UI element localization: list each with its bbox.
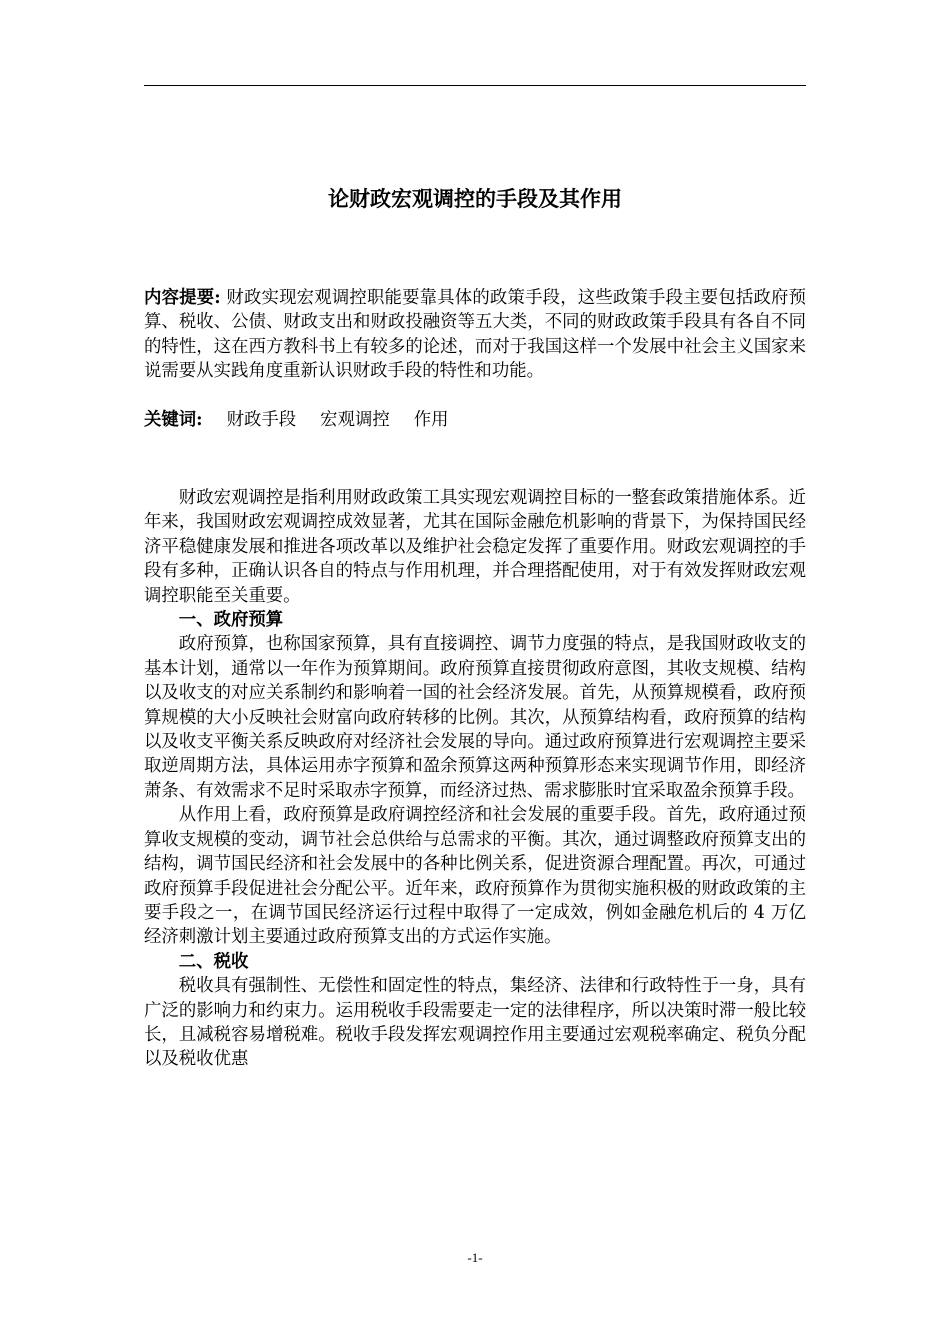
keyword-item: 作用	[413, 410, 449, 430]
section-heading-budget: 一、政府预算	[178, 610, 284, 631]
paragraph-intro: 财政宏观调控是指利用财政政策工具实现宏观调控目标的一整套政策措施体系。近年来，我国财政宏观调控成效显著，尤其在国际金融危机影响的背景下，为保持国民经济平稳健康发展和推进各项改革以及维护社会稳定发挥了重要作用。财政宏观调控的手段有多种，正确认识各自的特点与作用机理，并合理搭配使用，对于有效发挥财政宏观调控职能至关重要。	[144, 488, 806, 606]
document-title: 论财政宏观调控的手段及其作用	[328, 187, 622, 211]
keyword-item: 财政手段	[226, 410, 297, 430]
header-rule	[144, 85, 806, 86]
abstract-label: 内容提要:	[144, 288, 221, 308]
keywords	[144, 408, 806, 432]
section-heading-tax: 二、税收	[178, 951, 249, 972]
keywords-label: 关键词:	[144, 410, 203, 430]
paragraph-tax-1: 税收具有强制性、无偿性和固定性的特点，集经济、法律和行政特性于一身，具有广泛的影响力和约束力。运用税收手段需要走一定的法律程序，所以决策时滞一般比较长，且减税容易增税难。税收手段发挥宏观调控作用主要通过宏观税率确定、税负分配以及税收优惠	[144, 976, 806, 1070]
page-number: -1-	[467, 1250, 483, 1265]
keyword-item: 宏观调控	[320, 410, 390, 430]
abstract-text: 财政实现宏观调控职能要靠具体的政策手段，这些政策手段主要包括政府预算、税收、公债、财政支出和财政投融资等五大类，不同的财政政策手段具有各自不同的特性，这在西方教科书上有较多的论述，而对于我国这样一个发展中社会主义国家来说需要从实践角度重新认识财政手段的特性和功能。	[144, 288, 806, 382]
paragraph-budget-1: 政府预算，也称国家预算，具有直接调控、调节力度强的特点，是我国财政收支的基本计划，通常以一年作为预算期间。政府预算直接贯彻政府意图，其收支规模、结构以及收支的对应关系制约和影响着一国的社会经济发展。首先，从预算规模看，政府预算规模的大小反映社会财富向政府转移的比例。其次，从预算结构看，政府预算的结构以及收支平衡关系反映政府对经济社会发展的导向。通过政府预算进行宏观调控主要采取逆周期方法，具体运用赤字预算和盈余预算这两种预算形态来实现调节作用，即经济萧条、有效需求不足时采取赤字预算，而经济过热、需求膨胀时宜采取盈余预算手段。	[144, 634, 806, 801]
paragraph-budget-2: 从作用上看，政府预算是政府调控经济和社会发展的重要手段。首先，政府通过预算收支规模的变动，调节社会总供给与总需求的平衡。其次，通过调整政府预算支出的结构，调节国民经济和社会发展中的各种比例关系，促进资源合理配置。再次，可通过政府预算手段促进社会分配公平。近年来，政府预算作为贯彻实施积极的财政政策的主要手段之一，在调节国民经济运行过程中取得了一定成效，例如金融危机后的 4 万亿经济刺激计划主要通过政府预算支出的方式运作实施。	[144, 805, 806, 948]
abstract	[144, 286, 806, 384]
main-text	[144, 486, 806, 1072]
